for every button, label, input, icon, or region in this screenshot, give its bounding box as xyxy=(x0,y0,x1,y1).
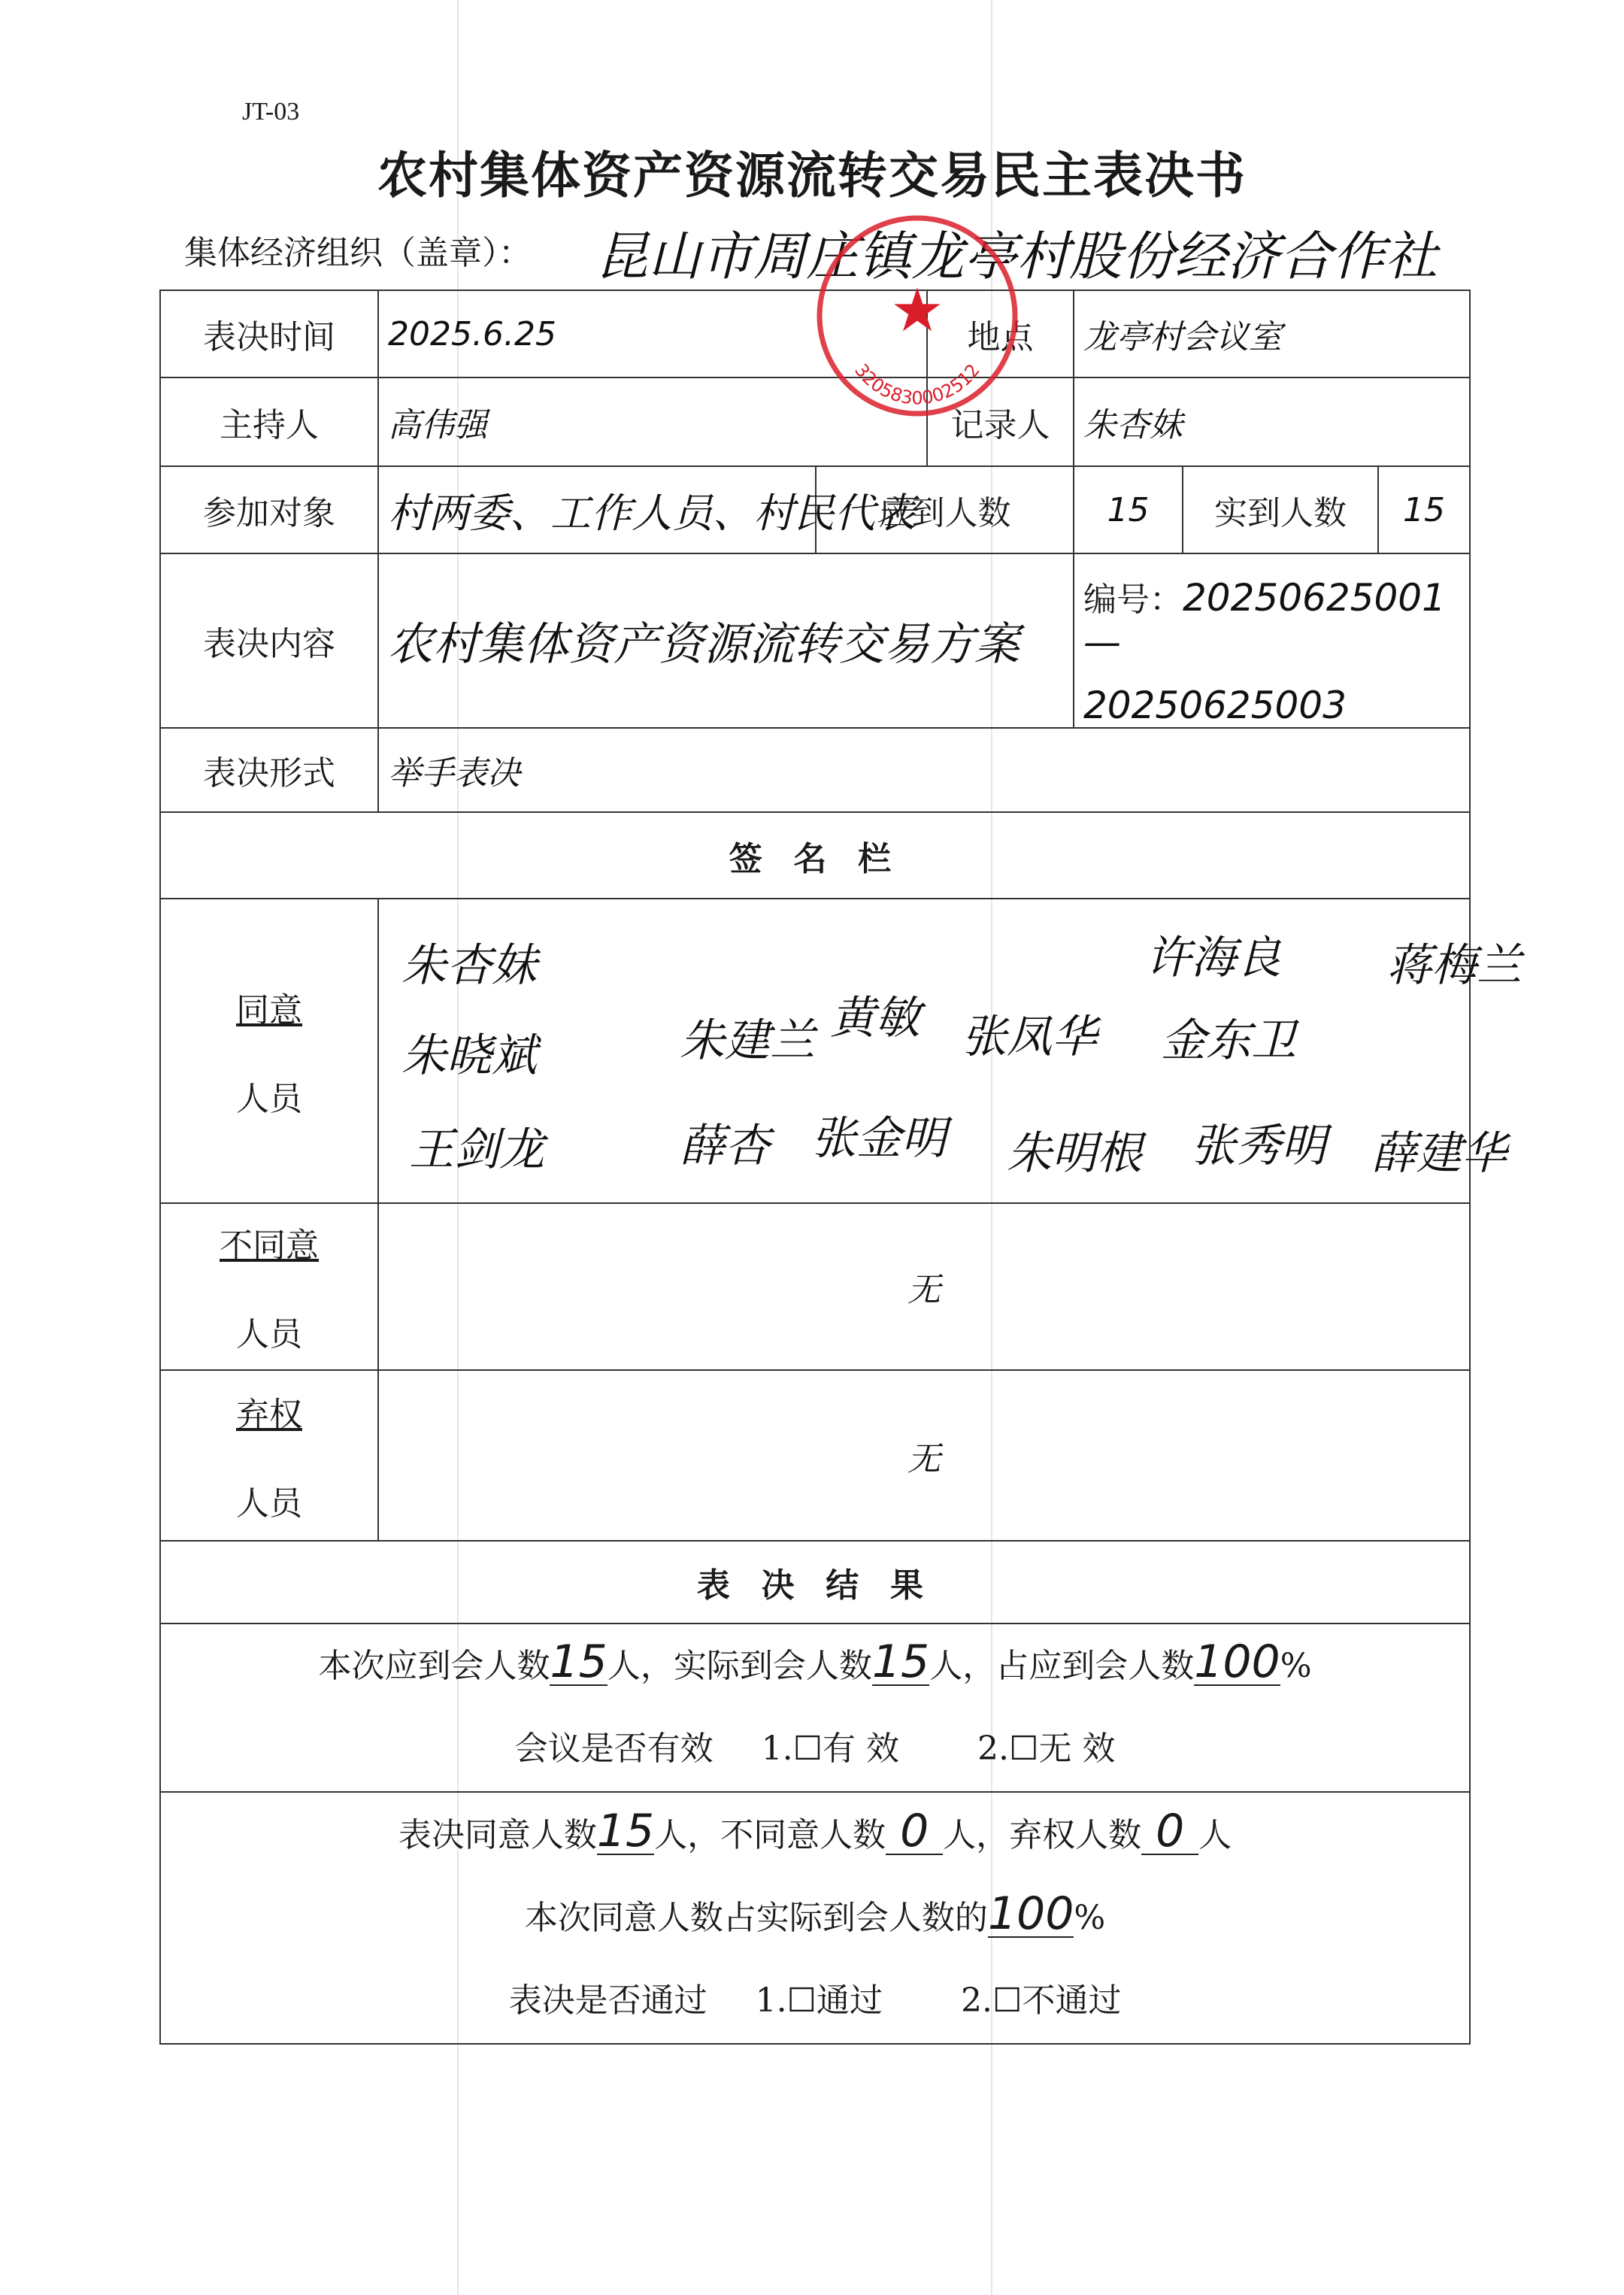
agree-label-1: 同意 xyxy=(236,990,302,1029)
row-agree xyxy=(160,899,1470,1203)
agree-label-2: 人员 xyxy=(236,1079,302,1118)
actual-value: 15 xyxy=(1378,466,1470,553)
row-participants xyxy=(160,466,1470,553)
row-disagree xyxy=(160,1203,1470,1370)
abstain-label-2: 人员 xyxy=(236,1484,302,1523)
signature: 薛杏 xyxy=(680,1120,770,1172)
invalid-option: 2.☐无 效 xyxy=(977,1730,1116,1768)
row-result-title xyxy=(160,1541,1470,1623)
vote-cell xyxy=(160,1792,1470,2044)
row-abstain xyxy=(160,1370,1470,1541)
validity-label: 会议是否有效 xyxy=(514,1730,714,1768)
agree-signatures xyxy=(378,899,1522,1203)
expected-label: 应到人数 xyxy=(816,466,1074,553)
row-vote xyxy=(160,1792,1470,2044)
agree-ratio-line xyxy=(170,1877,1460,1960)
attendance-cell xyxy=(160,1623,1470,1792)
text-fragment: 人，实际到会人数 xyxy=(607,1647,872,1685)
text-fragment: 人，不同意人数 xyxy=(654,1815,886,1854)
org-label: 集体经济组织（盖章）： xyxy=(184,234,532,272)
time-label: 表决时间 xyxy=(160,290,378,377)
signature: 张凤华 xyxy=(962,1011,1097,1063)
expected-count: 15 xyxy=(550,1636,607,1688)
participants-label: 参加对象 xyxy=(160,466,378,553)
number-label: 编号： xyxy=(1083,581,1183,619)
pass-option: 1.☐通过 xyxy=(755,1981,883,2020)
fail-option: 2.☐不通过 xyxy=(961,1981,1122,2020)
signature: 蒋梅兰 xyxy=(1386,939,1522,992)
org-value: 昆山市周庄镇龙亭村股份经济合作社 xyxy=(595,226,1438,287)
agree-label-cell xyxy=(160,899,378,1203)
seal-number-text: 3205830002512 xyxy=(850,359,984,409)
signature: 朱晓斌 xyxy=(401,1029,537,1082)
disagree-label-cell xyxy=(160,1203,378,1370)
number-cell xyxy=(1074,553,1470,728)
signature-section-title: 签 名 栏 xyxy=(160,812,1470,899)
signature: 许海良 xyxy=(1146,932,1281,984)
official-seal xyxy=(782,211,1053,421)
host-value: 高伟强 xyxy=(378,377,927,466)
signature: 薛建华 xyxy=(1371,1127,1507,1180)
page-title: 农村集体资产资源流转交易民主表决书 xyxy=(377,147,1247,205)
seal-star-icon: ★ xyxy=(890,275,944,345)
method-label: 表决形式 xyxy=(160,728,378,812)
attendance-line xyxy=(170,1625,1460,1708)
signature: 黄敏 xyxy=(830,992,920,1044)
vote-count-line xyxy=(170,1794,1460,1877)
signature: 金东卫 xyxy=(1161,1014,1296,1067)
place-label: 地点 xyxy=(927,290,1074,377)
text-fragment: % xyxy=(1074,1898,1106,1937)
actual-count: 15 xyxy=(871,1636,930,1688)
disagree-value: 无 xyxy=(378,1203,1470,1370)
text-fragment: % xyxy=(1280,1647,1312,1685)
row-method xyxy=(160,728,1470,812)
signature: 朱杏妹 xyxy=(401,939,537,992)
attendance-percent: 100 xyxy=(1194,1636,1280,1688)
disagree-label-1: 不同意 xyxy=(220,1226,319,1265)
valid-option: 1.☐有 效 xyxy=(761,1730,900,1768)
pass-line xyxy=(170,1960,1460,2042)
signature: 朱明根 xyxy=(1007,1127,1142,1180)
signature: 张秀明 xyxy=(1191,1120,1326,1172)
expected-value: 15 xyxy=(1074,466,1183,553)
text-fragment: 人 xyxy=(1198,1815,1232,1854)
result-section-title: 表 决 结 果 xyxy=(160,1541,1470,1623)
validity-line xyxy=(170,1708,1460,1790)
recorder-value: 朱杏妹 xyxy=(1074,377,1470,466)
time-value: 2025.6.25 xyxy=(378,290,927,377)
pass-label: 表决是否通过 xyxy=(508,1981,707,2020)
number-value-2: 20250625003 xyxy=(1083,684,1347,727)
recorder-label: 记录人 xyxy=(927,377,1074,466)
text-fragment: 人，占应到会人数 xyxy=(929,1647,1195,1685)
form-code: JT-03 xyxy=(242,98,300,126)
agree-count: 15 xyxy=(596,1804,655,1857)
number-value-1: 20250625001— xyxy=(1083,576,1446,664)
abstain-value: 无 xyxy=(378,1370,1470,1541)
text-fragment: 表决同意人数 xyxy=(398,1815,597,1854)
abstain-label-1: 弃权 xyxy=(236,1395,302,1434)
row-content xyxy=(160,553,1470,728)
abstain-label-cell xyxy=(160,1370,378,1541)
disagree-count: 0 xyxy=(886,1808,943,1855)
method-value: 举手表决 xyxy=(378,728,1470,812)
content-label: 表决内容 xyxy=(160,553,378,728)
place-value: 龙亭村会议室 xyxy=(1074,290,1470,377)
signature: 张金明 xyxy=(811,1112,947,1165)
disagree-label-2: 人员 xyxy=(236,1315,302,1354)
actual-label: 实到人数 xyxy=(1183,466,1378,553)
signature: 朱建兰 xyxy=(680,1014,815,1067)
abstain-count: 0 xyxy=(1141,1808,1198,1855)
text-fragment: 本次同意人数占实际到会人数的 xyxy=(524,1898,988,1937)
row-attendance xyxy=(160,1623,1470,1792)
content-value: 农村集体资产资源流转交易方案 xyxy=(378,553,1074,728)
signature: 王剑龙 xyxy=(409,1123,544,1176)
agree-percent: 100 xyxy=(987,1887,1074,1940)
host-label: 主持人 xyxy=(160,377,378,466)
text-fragment: 人，弃权人数 xyxy=(943,1815,1142,1854)
participants-value: 村两委、工作人员、村民代表 xyxy=(378,466,816,553)
resolution-form xyxy=(159,290,1522,2045)
row-signature-title xyxy=(160,812,1470,899)
text-fragment: 本次应到会人数 xyxy=(318,1647,550,1685)
